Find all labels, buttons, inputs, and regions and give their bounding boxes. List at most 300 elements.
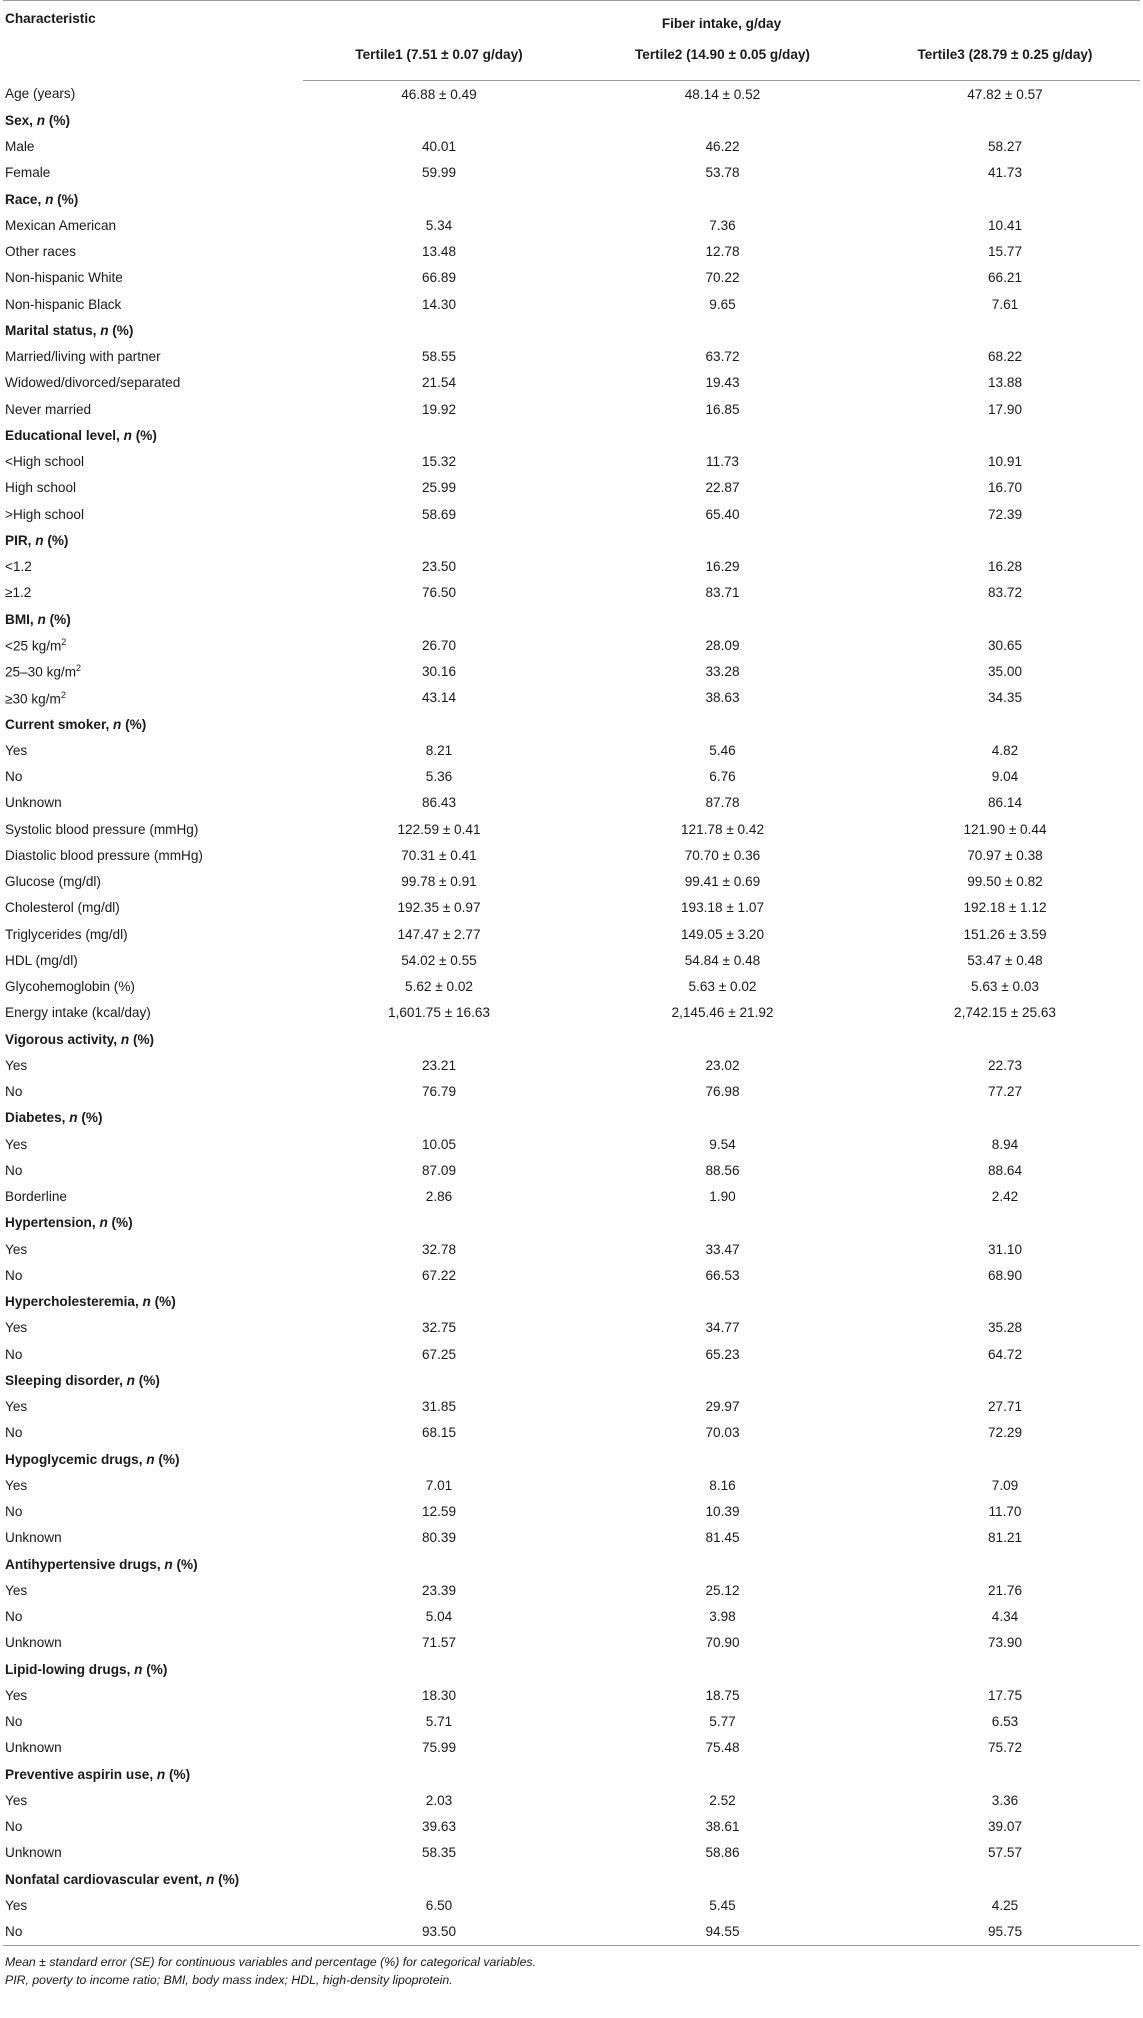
- empty-cell: [575, 422, 870, 448]
- tertile3-value: 7.61: [991, 296, 1019, 312]
- tertile3-value: 4.25: [991, 1897, 1019, 1913]
- tertile2-value: 16.85: [705, 401, 740, 417]
- section-label: [3, 1761, 303, 1787]
- table-row: [3, 659, 1140, 685]
- tertile1-value: 12.59: [421, 1504, 457, 1520]
- row-label-text: Diastolic blood pressure (mmHg): [5, 847, 203, 863]
- table-row: [3, 1262, 1140, 1288]
- empty-cell: [303, 1656, 575, 1682]
- table-row: [3, 895, 1140, 921]
- section-title: Hypoglycemic drugs,: [5, 1451, 143, 1467]
- tertile1-value: 19.92: [421, 401, 457, 417]
- tertile1-value: 66.89: [421, 270, 457, 286]
- row-label-text: Yes: [5, 1136, 28, 1152]
- tertile2-value: 11.73: [705, 454, 739, 470]
- empty-cell: [870, 317, 1140, 343]
- tertile3-value: 2,742.15 ± 25.63: [954, 1005, 1056, 1021]
- empty-cell: [575, 1446, 870, 1472]
- section-label: [3, 1367, 303, 1393]
- row-label: [3, 239, 303, 265]
- section-unit: (%): [138, 1372, 160, 1388]
- row-label: [3, 1000, 303, 1026]
- section-label: [3, 1105, 303, 1131]
- section-label: [3, 527, 303, 553]
- row-label: [3, 764, 303, 790]
- row-label: [3, 501, 303, 527]
- tertile2-value: 9.65: [709, 296, 736, 312]
- table-body: [3, 81, 1140, 1946]
- table-row: [3, 291, 1140, 317]
- empty-cell: [870, 711, 1140, 737]
- section-title: Vigorous activity,: [5, 1031, 118, 1047]
- tertile1-value: 67.25: [421, 1346, 457, 1362]
- tertile2-value: 48.14 ± 0.52: [684, 86, 761, 102]
- table-row: [3, 1394, 1140, 1420]
- row-label-text: Yes: [5, 1477, 28, 1493]
- section-row: [3, 1026, 1140, 1052]
- tertile2-value: 54.84 ± 0.48: [684, 952, 761, 968]
- tertile1-value: 23.39: [421, 1582, 457, 1598]
- row-label-text: Systolic blood pressure (mmHg): [5, 821, 199, 837]
- tertile3-value: 66.21: [987, 270, 1023, 286]
- tertile2-value: 6.76: [709, 769, 736, 785]
- tertile2-value: 34.77: [705, 1320, 740, 1336]
- section-title: Lipid-lowing drugs,: [5, 1661, 131, 1677]
- tertile2-value: 46.22: [705, 139, 740, 155]
- row-label: [3, 1787, 303, 1813]
- row-label: [3, 1131, 303, 1157]
- tertile2-value: 99.41 ± 0.69: [684, 874, 761, 890]
- tertile2-value: 65.23: [705, 1346, 740, 1362]
- section-label: [3, 107, 303, 133]
- table-row: [3, 1341, 1140, 1367]
- row-label: [3, 1184, 303, 1210]
- n-symbol: n: [205, 1871, 215, 1887]
- section-row: [3, 1866, 1140, 1892]
- section-row: [3, 1289, 1140, 1315]
- tertile1-value: 71.57: [421, 1635, 457, 1651]
- section-unit: (%): [57, 191, 79, 207]
- tertile1-value: 10.05: [421, 1136, 457, 1152]
- section-unit: (%): [111, 1215, 133, 1231]
- row-label-text: Married/living with partner: [5, 349, 161, 365]
- section-label: [3, 422, 303, 448]
- table-row: [3, 1814, 1140, 1840]
- section-title: Sleeping disorder,: [5, 1372, 123, 1388]
- n-symbol: n: [45, 191, 54, 207]
- tertile1-value: 5.34: [425, 217, 453, 233]
- row-label: [3, 1394, 303, 1420]
- section-unit: (%): [112, 322, 134, 338]
- tertile2-value: 75.48: [705, 1740, 740, 1756]
- empty-cell: [870, 1105, 1140, 1131]
- tertile3-value: 88.64: [987, 1162, 1023, 1178]
- empty-cell: [870, 1026, 1140, 1052]
- n-symbol: n: [142, 1294, 151, 1310]
- tertile1-value: 21.54: [421, 375, 457, 391]
- tertile1-value: 39.63: [421, 1819, 457, 1835]
- tertile2-value: 10.39: [705, 1504, 740, 1520]
- section-row: [3, 1367, 1140, 1393]
- n-symbol: n: [164, 1556, 173, 1572]
- table-row: [3, 396, 1140, 422]
- row-label: [3, 737, 303, 763]
- table-row: [3, 842, 1140, 868]
- empty-cell: [575, 1289, 870, 1315]
- row-label-text: No: [5, 1819, 23, 1835]
- tertile1-value: 30.16: [421, 664, 457, 680]
- section-row: [3, 711, 1140, 737]
- footnote-abbreviations: PIR, poverty to income ratio; BMI, body mass index; HDL, high-density lipoprotein.: [5, 1972, 453, 1987]
- row-label: [3, 869, 303, 895]
- row-label: [3, 449, 303, 475]
- section-row: [3, 527, 1140, 553]
- table-row: [3, 685, 1140, 711]
- tertile2-value: 66.53: [705, 1267, 740, 1283]
- table-row: [3, 737, 1140, 763]
- tertile1-value: 5.62 ± 0.02: [405, 979, 473, 995]
- row-label: [3, 291, 303, 317]
- section-row: [3, 1105, 1140, 1131]
- n-symbol: n: [69, 1110, 78, 1126]
- tertile3-value: 70.97 ± 0.38: [967, 847, 1043, 863]
- row-label-text: Non-hispanic Black: [5, 296, 122, 312]
- row-label-text: ≥30 kg/m: [5, 691, 61, 707]
- row-label-text: Other races: [5, 244, 77, 260]
- row-label-text: No: [5, 1714, 23, 1730]
- tertile3-value: 11.70: [988, 1504, 1022, 1520]
- row-label: [3, 895, 303, 921]
- tertile2-value: 70.90: [705, 1635, 740, 1651]
- section-label: [3, 1210, 303, 1236]
- tertile2-value: 29.97: [705, 1399, 740, 1415]
- tertile3-value: 22.73: [987, 1057, 1023, 1073]
- tertile1-value: 99.78 ± 0.91: [401, 874, 477, 890]
- empty-cell: [575, 1866, 870, 1892]
- empty-cell: [303, 1367, 575, 1393]
- row-label: [3, 580, 303, 606]
- row-label-text: Yes: [5, 1582, 28, 1598]
- section-label: [3, 606, 303, 632]
- empty-cell: [303, 711, 575, 737]
- table-row: [3, 947, 1140, 973]
- tertile1-value: 7.01: [425, 1477, 453, 1493]
- section-title: Current smoker,: [5, 716, 110, 732]
- row-label-text: Glycohemoglobin (%): [5, 979, 135, 995]
- section-title: Antihypertensive drugs,: [5, 1556, 161, 1572]
- tertile3-value: 77.27: [987, 1084, 1023, 1100]
- tertile3-value: 13.88: [987, 375, 1023, 391]
- tertile2-value: 3.98: [709, 1609, 736, 1625]
- tertile2-value: 121.78 ± 0.42: [680, 821, 765, 837]
- row-label-text: No: [5, 1162, 23, 1178]
- n-symbol: n: [146, 1451, 155, 1467]
- row-label-text: Unknown: [5, 1530, 62, 1546]
- table-row: [3, 1499, 1140, 1525]
- row-label: [3, 1735, 303, 1761]
- tertile2-value: 1.90: [709, 1189, 736, 1205]
- n-symbol: n: [99, 1215, 108, 1231]
- table-header: [3, 1, 1140, 81]
- tertile1-value: 67.22: [421, 1267, 457, 1283]
- n-symbol: n: [134, 1661, 143, 1677]
- table-row: [3, 1577, 1140, 1603]
- empty-cell: [870, 422, 1140, 448]
- row-label-text: <High school: [5, 454, 84, 470]
- tertile3-value: 64.72: [987, 1346, 1023, 1362]
- tertile1-value: 40.01: [421, 139, 457, 155]
- row-label: [3, 632, 303, 658]
- empty-cell: [870, 527, 1140, 553]
- row-label-text: Yes: [5, 1057, 28, 1073]
- section-title: Diabetes,: [5, 1110, 66, 1126]
- row-label: [3, 344, 303, 370]
- tertile3-value: 81.21: [987, 1530, 1023, 1546]
- section-title: Hypertension,: [5, 1215, 96, 1231]
- tertile3-value: 31.10: [987, 1241, 1023, 1257]
- tertile3-value: 75.72: [987, 1740, 1023, 1756]
- tertile3-value: 86.14: [987, 795, 1023, 811]
- table-row: [3, 134, 1140, 160]
- section-label: [3, 317, 303, 343]
- row-label-text: Non-hispanic White: [5, 270, 123, 286]
- table-row: [3, 1000, 1140, 1026]
- row-label-text: No: [5, 1609, 23, 1625]
- section-row: [3, 107, 1140, 133]
- tertile3-value: 8.94: [991, 1136, 1019, 1152]
- empty-cell: [575, 711, 870, 737]
- row-label: [3, 974, 303, 1000]
- tertile1-value: 23.21: [421, 1057, 457, 1073]
- empty-cell: [303, 1551, 575, 1577]
- n-symbol: n: [36, 112, 46, 128]
- characteristics-table: [3, 0, 1140, 1946]
- row-label: [3, 1814, 303, 1840]
- row-label: [3, 1709, 303, 1735]
- n-symbol: n: [156, 1766, 166, 1782]
- row-label-text: Yes: [5, 1320, 28, 1336]
- tertile3-value: 121.90 ± 0.44: [963, 821, 1047, 837]
- tertile2-value: 38.63: [705, 690, 740, 706]
- row-label: [3, 1079, 303, 1105]
- section-row: [3, 606, 1140, 632]
- table-row: [3, 265, 1140, 291]
- tertile1-value: 58.55: [421, 349, 457, 365]
- tertile3-value: 16.28: [987, 559, 1023, 575]
- table-footnotes: [3, 1953, 1140, 1989]
- section-unit: (%): [146, 1661, 168, 1677]
- row-label-text: <25 kg/m: [5, 638, 62, 654]
- table-row: [3, 921, 1140, 947]
- tertile3-value: 53.47 ± 0.48: [967, 952, 1043, 968]
- row-label-text: Widowed/divorced/separated: [5, 375, 181, 391]
- section-row: [3, 1446, 1140, 1472]
- section-row: [3, 317, 1140, 343]
- row-label: [3, 790, 303, 816]
- tertile3-value: 39.07: [987, 1819, 1023, 1835]
- tertile3-value: 58.27: [987, 139, 1023, 155]
- tertile3-value: 30.65: [987, 637, 1023, 653]
- row-label-text: Unknown: [5, 1635, 62, 1651]
- row-label: [3, 947, 303, 973]
- tertile3-value: 41.73: [987, 165, 1023, 181]
- tertile2-value: 9.54: [709, 1136, 736, 1152]
- section-row: [3, 1551, 1140, 1577]
- tertile3-value: 83.72: [987, 585, 1023, 601]
- tertile3-value: 17.90: [987, 401, 1023, 417]
- row-label: [3, 81, 303, 108]
- tertile1-value: 2.03: [425, 1792, 453, 1808]
- unit-superscript: 2: [61, 637, 67, 648]
- row-label-text: Yes: [5, 1792, 28, 1808]
- row-label: [3, 921, 303, 947]
- tertile1-value: 13.48: [421, 244, 457, 260]
- tertile3-value: 9.04: [991, 769, 1019, 785]
- tertile1-value: 75.99: [421, 1740, 457, 1756]
- table-row: [3, 344, 1140, 370]
- tertile2-header: Tertile2 (14.90 ± 0.05 g/day): [575, 46, 870, 81]
- empty-cell: [870, 107, 1140, 133]
- section-title: Preventive aspirin use,: [5, 1766, 154, 1782]
- tertile3-value: 2.42: [991, 1189, 1019, 1205]
- tertile2-value: 28.09: [705, 637, 740, 653]
- tertile1-value: 15.32: [421, 454, 457, 470]
- row-label: [3, 816, 303, 842]
- section-title: Educational level,: [5, 427, 120, 443]
- tertile1-value: 54.02 ± 0.55: [401, 952, 477, 968]
- section-unit: (%): [132, 1031, 155, 1047]
- row-label-text: Unknown: [5, 795, 62, 811]
- tertile2-value: 19.43: [705, 375, 740, 391]
- tertile1-value: 76.50: [421, 585, 457, 601]
- table-row: [3, 632, 1140, 658]
- row-label-text: No: [5, 1346, 23, 1362]
- row-label: [3, 842, 303, 868]
- row-label-text: No: [5, 1267, 23, 1283]
- row-label: [3, 1840, 303, 1866]
- section-unit: (%): [168, 1766, 191, 1782]
- section-unit: (%): [47, 532, 69, 548]
- empty-cell: [303, 186, 575, 212]
- n-symbol: n: [35, 532, 44, 548]
- empty-cell: [575, 1551, 870, 1577]
- tertile2-value: 70.70 ± 0.36: [684, 847, 761, 863]
- tertile1-value: 58.69: [421, 506, 457, 522]
- row-label: [3, 1892, 303, 1918]
- tertile1-value: 59.99: [421, 165, 457, 181]
- tertile3-value: 72.39: [987, 506, 1023, 522]
- tertile1-value: 31.85: [421, 1399, 457, 1415]
- table-row: [3, 1919, 1140, 1946]
- tertile2-value: 2.52: [709, 1792, 736, 1808]
- section-title: PIR,: [5, 532, 32, 548]
- table-row: [3, 1236, 1140, 1262]
- row-label: [3, 396, 303, 422]
- section-row: [3, 422, 1140, 448]
- empty-cell: [870, 1367, 1140, 1393]
- tertile3-value: 5.63 ± 0.03: [971, 979, 1039, 995]
- row-label-text: >High school: [5, 506, 84, 522]
- empty-cell: [870, 1866, 1140, 1892]
- row-label: [3, 1525, 303, 1551]
- section-row: [3, 1761, 1140, 1787]
- tertile1-value: 86.43: [421, 795, 457, 811]
- tertile1-value: 122.59 ± 0.41: [397, 821, 481, 837]
- row-label-text: No: [5, 769, 23, 785]
- table-row: [3, 1709, 1140, 1735]
- row-label-text: Never married: [5, 401, 92, 417]
- empty-cell: [303, 527, 575, 553]
- section-unit: (%): [125, 716, 147, 732]
- tertile2-value: 53.78: [705, 165, 740, 181]
- tertile3-value: 7.09: [991, 1477, 1019, 1493]
- n-symbol: n: [123, 427, 132, 443]
- tertile3-value: 3.36: [991, 1792, 1019, 1808]
- tertile3-value: 68.22: [987, 349, 1023, 365]
- row-label: [3, 1499, 303, 1525]
- empty-cell: [870, 1446, 1140, 1472]
- row-label: [3, 212, 303, 238]
- row-label: [3, 659, 303, 685]
- row-label: [3, 1262, 303, 1288]
- section-unit: (%): [158, 1451, 180, 1467]
- row-label-text: Triglycerides (mg/dl): [5, 926, 128, 942]
- row-label: [3, 685, 303, 711]
- row-label: [3, 1341, 303, 1367]
- table-row: [3, 449, 1140, 475]
- tertile3-value: 73.90: [987, 1635, 1023, 1651]
- tertile2-value: 70.22: [705, 270, 740, 286]
- table-row: [3, 1131, 1140, 1157]
- tertile1-value: 147.47 ± 2.77: [397, 926, 481, 942]
- tertile2-value: 22.87: [705, 480, 740, 496]
- section-label: [3, 1446, 303, 1472]
- tertile2-value: 81.45: [705, 1530, 740, 1546]
- row-label-text: Unknown: [5, 1740, 62, 1756]
- table-row: [3, 816, 1140, 842]
- empty-cell: [303, 606, 575, 632]
- section-unit: (%): [154, 1294, 176, 1310]
- table-row: [3, 501, 1140, 527]
- section-unit: (%): [81, 1110, 103, 1126]
- table-row: [3, 370, 1140, 396]
- empty-cell: [575, 1367, 870, 1393]
- row-label: [3, 1472, 303, 1498]
- section-title: Nonfatal cardiovascular event,: [5, 1871, 203, 1887]
- table-row: [3, 1184, 1140, 1210]
- row-label: [3, 1682, 303, 1708]
- tertile3-value: 17.75: [987, 1687, 1023, 1703]
- section-row: [3, 1210, 1140, 1236]
- row-label-text: Cholesterol (mg/dl): [5, 900, 120, 916]
- empty-cell: [303, 1105, 575, 1131]
- empty-cell: [303, 317, 575, 343]
- empty-cell: [575, 186, 870, 212]
- row-label-text: No: [5, 1084, 23, 1100]
- section-unit: (%): [176, 1556, 198, 1572]
- section-label: [3, 1026, 303, 1052]
- table-row: [3, 764, 1140, 790]
- tertile2-value: 65.40: [705, 506, 740, 522]
- tertile1-value: 8.21: [425, 742, 453, 758]
- row-label: [3, 1604, 303, 1630]
- empty-cell: [303, 1446, 575, 1472]
- row-label-text: ≥1.2: [5, 585, 32, 601]
- tertile3-value: 16.70: [987, 480, 1023, 496]
- row-label: [3, 1420, 303, 1446]
- tertile2-value: 70.03: [705, 1425, 740, 1441]
- table-row: [3, 1682, 1140, 1708]
